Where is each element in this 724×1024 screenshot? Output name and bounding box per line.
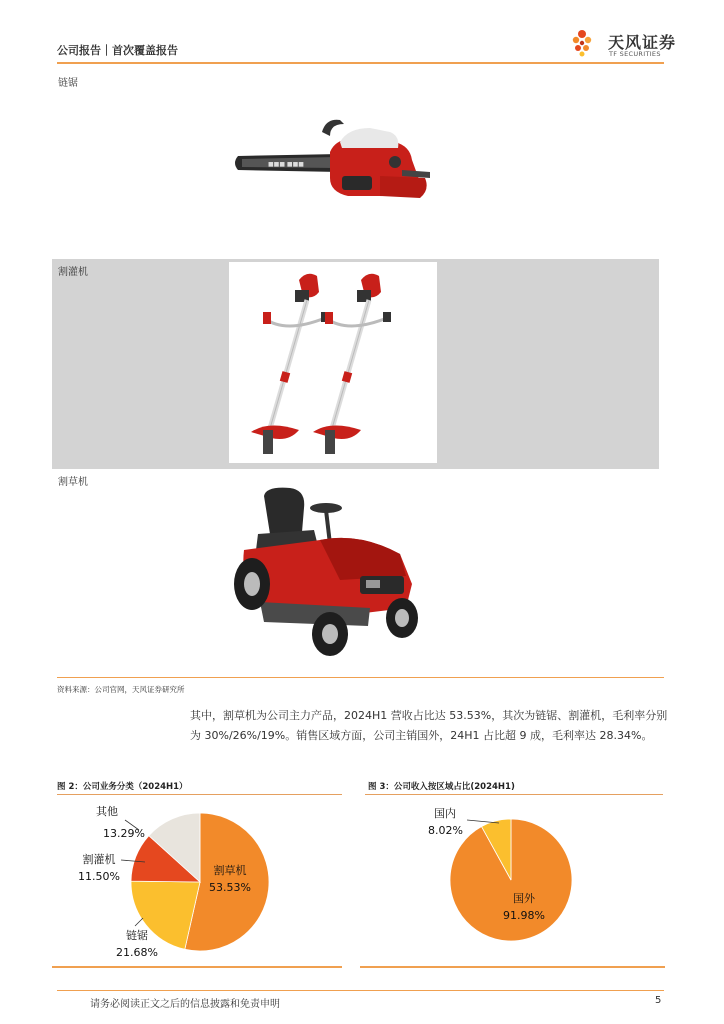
fig3-leader-line: [465, 818, 505, 828]
fig2-label-mower-value: 53.53%: [209, 881, 251, 894]
fig3-label-domestic-value: 8.02%: [428, 824, 463, 837]
logo-flower-icon: [573, 30, 591, 57]
fig3-label-domestic-name: 国内: [434, 807, 456, 820]
fig2-value-other: 13.29%: [103, 827, 145, 840]
source-note: 资料来源：公司官网，天风证券研究所: [57, 685, 185, 694]
fig2-title-rule: [57, 794, 342, 795]
fig2-label-mower-name: 割草机: [213, 864, 247, 877]
footer-disclaimer: 请务必阅读正文之后的信息披露和免责申明: [90, 999, 280, 1010]
lawnmower-label: 割草机: [58, 477, 88, 488]
page-number: 5: [655, 995, 662, 1006]
fig2-label-brushcutter-value: 11.50%: [78, 870, 120, 883]
brushcutter-label: 割灌机: [58, 267, 88, 278]
fig2-label-chainsaw-name: 链锯: [125, 929, 148, 942]
fig3-label-overseas: [503, 890, 545, 924]
fig3-label-overseas-value: 91.98%: [503, 909, 545, 922]
fig2-label-chainsaw-value: 21.68%: [116, 946, 158, 959]
body-paragraph: 其中，割草机为公司主力产品，2024H1 营收占比达 53.53%，其次为链锯、割灌机，毛利率分别为 30%/26%/19%。销售区域方面，公司主销国外，24H1 占比超 9 成，毛利率达 28.34%。: [190, 709, 668, 742]
fig3-label-overseas-name: 国外: [512, 892, 535, 905]
source-divider: [57, 677, 664, 678]
logo-text-cn: 天风证券: [608, 33, 677, 52]
brushcutter-drawing: [229, 262, 437, 463]
fig2-label-mower: [209, 862, 251, 896]
fig2-bottom-rule: [52, 966, 342, 968]
logo-text-en: TF SECURITIES: [609, 50, 661, 58]
riding-mower-image: [230, 484, 430, 664]
fig2-label-brushcutter-name: 割灌机: [82, 853, 116, 866]
report-header-title: 公司报告｜首次覆盖报告: [57, 44, 178, 57]
svg-text:■■■ ■■■: ■■■ ■■■: [268, 161, 304, 168]
chainsaw-image: [230, 112, 435, 207]
chainsaw-label: 链锯: [58, 78, 78, 89]
fig3-bottom-rule: [360, 966, 665, 968]
fig3-title: 图 3：公司收入按区域占比(2024H1): [368, 782, 515, 792]
fig3-title-rule: [365, 794, 663, 795]
fig2-title: 图 2：公司业务分类（2024H1）: [57, 782, 188, 792]
footer-divider: [57, 990, 664, 991]
fig2-leader-lines: [95, 800, 185, 960]
header-divider: [57, 62, 664, 64]
fig2-label-other-name: 其他: [96, 805, 118, 818]
brushcutter-image: [229, 262, 437, 463]
